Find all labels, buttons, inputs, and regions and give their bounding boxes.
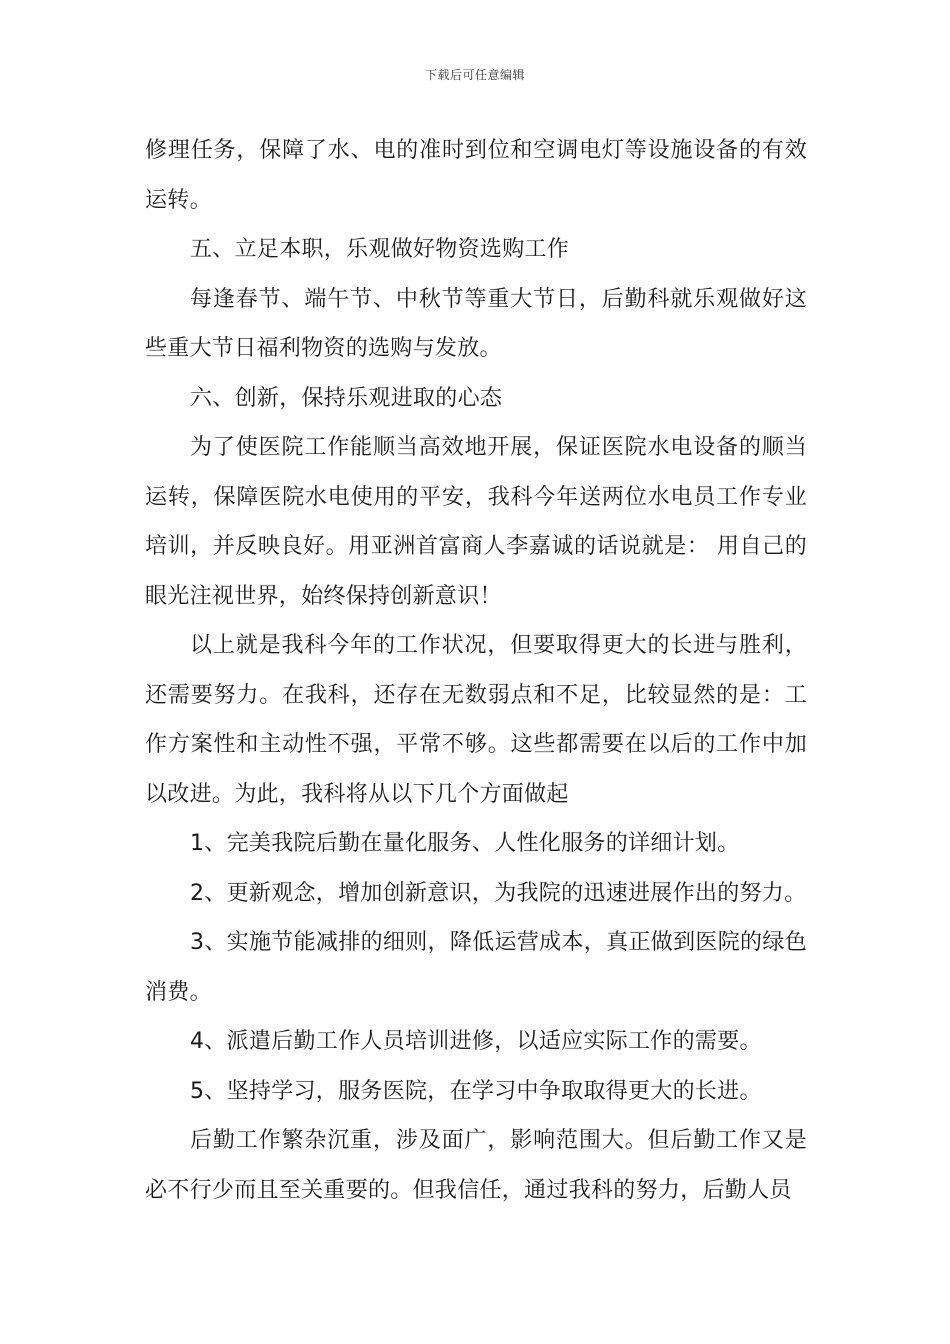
paragraph: 为了使医院工作能顺当高效地开展，保证医院水电设备的顺当运转，保障医院水电使用的平安，我科今年送两位水电员工作专业培训，并反映良好。用亚洲首富商人李嘉诚的话说就是： 用自己的眼光注视世界，始终保持创新意识！ xyxy=(145,435,807,609)
document-body xyxy=(145,126,807,1215)
section-heading-6: 六、创新，保持乐观进取的心态 xyxy=(190,385,503,411)
paragraph: 以上就是我科今年的工作状况，但要取得更大的长进与胜利，还需要努力。在我科，还存在无数弱点和不足，比较显然的是：工作方案性和主动性不强，平常不够。这些都需要在以后的工作中加以改进。为此，我科将从以下几个方面做起 xyxy=(145,633,807,807)
paragraph: 每逢春节、端午节、中秋节等重大节日，后勤科就乐观做好这些重大节日福利物资的选购与发放。 xyxy=(145,286,807,361)
list-item: 5、坚持学习，服务医院，在学习中争取取得更大的长进。 xyxy=(190,1078,762,1104)
list-item: 4、派遣后勤工作人员培训进修，以适应实际工作的需要。 xyxy=(190,1029,762,1054)
section-heading-5: 五、立足本职，乐观做好物资选购工作 xyxy=(190,237,570,262)
list-item: 1、完美我院后勤在量化服务、人性化服务的详细计划。 xyxy=(190,831,740,856)
paragraph-continuation: 修理任务，保障了水、电的准时到位和空调电灯等设施设备的有效运转。 xyxy=(145,138,807,213)
list-item: 3、实施节能减排的细则，降低运营成本，真正做到医院的绿色消费。 xyxy=(145,930,807,1005)
paragraph: 后勤工作繁杂沉重，涉及面广，影响范围大。但后勤工作又是必不行少而且至关重要的。但我信任，通过我科的努力，后勤人员 xyxy=(145,1128,807,1203)
list-item: 2、更新观念，增加创新意识，为我院的迅速进展作出的努力。 xyxy=(190,880,807,906)
page-header: 下载后可任意编辑 xyxy=(424,68,525,82)
